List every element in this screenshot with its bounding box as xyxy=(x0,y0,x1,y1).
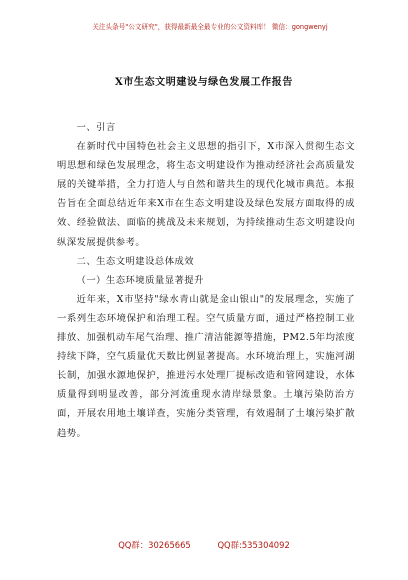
subsection-heading-environment: （一）生态环境质量显著提升 xyxy=(76,274,204,286)
paragraph-environment: 近年来，X市坚持"绿水青山就是金山银山"的发展理念，实施了一系列生态环境保护和治理工程。空气质量方面，通过严格控制工业排放、加强机动车尾气治理、推广清洁能源等措施，PM2.5年均浓度持续下降，空气质量优天数比例显著提高。水环境治理上，实施河湖长制，加强水源地保护，推进污水处理厂提标改造和管网建设，水体质量得到明显改善，部分河流重现水清岸绿景象。土壤污染防治方面，开展农用地土壤详查，实施分类管理，有效遏制了土壤污染扩散趋势。 xyxy=(57,293,355,439)
document-body xyxy=(57,118,355,443)
section-heading-introduction: 一、引言 xyxy=(76,122,116,133)
footer xyxy=(0,539,408,551)
header-banner: 关注头条号"公文研究"，获得最新最全最专业的公文资料库！ 微信：gongwenyj xyxy=(92,23,328,31)
document-title: X市生态文明建设与绿色发展工作报告 xyxy=(115,77,293,88)
footer-qq-group-1: QQ群：30265665 xyxy=(118,540,191,550)
footer-qq-group-2: QQ群:535304092 xyxy=(217,540,290,550)
paragraph-introduction: 在新时代中国特色社会主义思想的指引下，X市深入贯彻生态文明思想和绿色发展理念，将生态文明建设作为推动经济社会高质量发展的关键举措，全力打造人与自然和谐共生的现代化城市典范。本报告旨在全面总结近年来X市在生态文明建设及绿色发展方面取得的成效、经验做法、面临的挑战及未来规划，为持续推动生态文明建设向纵深发展提供参考。 xyxy=(57,141,355,248)
section-heading-achievements: 二、生态文明建设总体成效 xyxy=(76,255,195,267)
